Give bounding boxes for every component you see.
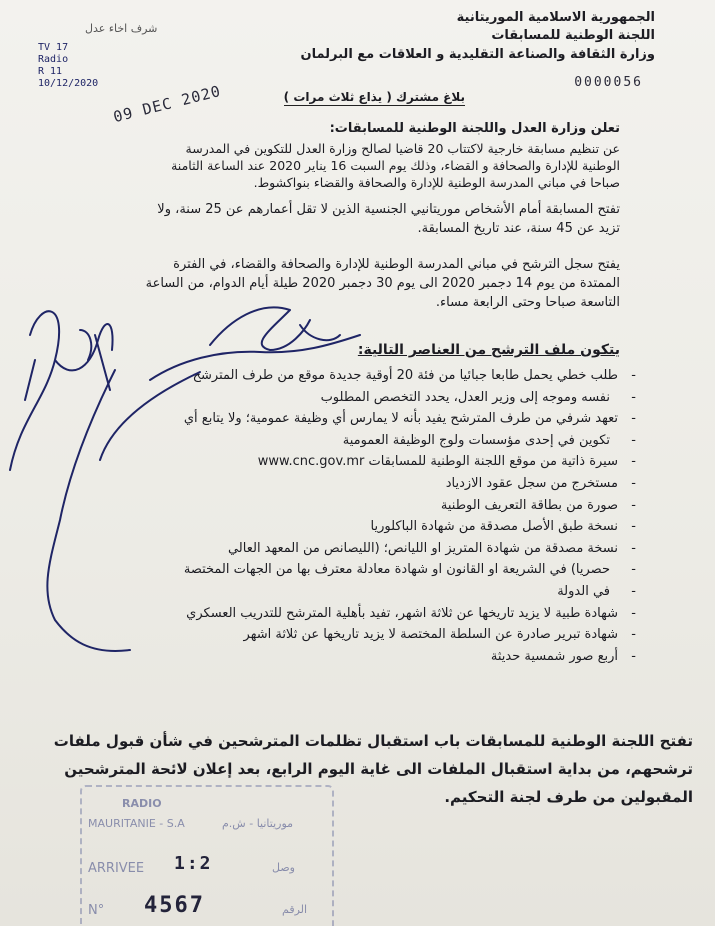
stamp-org-ar: موريتانيا - ش.م <box>222 817 294 830</box>
registration-paragraph: يفتح سجل الترشح في مباني المدرسة الوطنية للإدارة والصحافة والقضاء، في الفترة الممتدة من يوم 14 دجمبر 2020 الى يوم 30 دجمبر 2020 طيلة أيام الدوام، من الساعة التاسعة صباحا وحتى الرابعة مساء. <box>145 257 620 310</box>
list-item: - صورة من بطاقة التعريف الوطنية <box>45 495 640 517</box>
arrival-label-ar: وصل <box>272 861 295 874</box>
closing-paragraph: تفتح اللجنة الوطنية للمسابقات باب استقبال تظلمات المترشحين في شأن قبول ملفات ترشحهم، من بداية استقبال الملفات الى غاية اليوم الرابع، بعد إعلان لائحة المترشحين المقبولين من طرف لجنة التحكيم. <box>53 732 693 806</box>
list-item: - نفسه وموجه إلى وزير العدل، يحدد التخصص المطلوب <box>45 387 640 409</box>
list-item: - سيرة ذاتية من موقع اللجنة الوطنية للمسابقات www.cnc.gov.mr <box>45 451 640 473</box>
republic-heading: الجمهورية الاسلامية الموريتانية <box>456 10 655 25</box>
number-label: N° <box>88 903 105 918</box>
list-item: - في الدولة <box>45 581 640 603</box>
reception-stamp <box>80 785 334 926</box>
list-item: - تكوين في إحدى مؤسسات ولوج الوظيفة العمومية <box>45 430 640 452</box>
intro-heading: تعلن وزارة العدل واللجنة الوطنية للمسابقات: <box>329 121 620 136</box>
communique-title: بلاغ مشترك ( يذاع ثلاث مرات ) <box>283 90 465 104</box>
number-value: 4567 <box>144 893 205 918</box>
stamp-org: RADIO <box>122 797 162 810</box>
list-item: - شهادة طبية لا يزيد تاريخها عن ثلاثة اشهر، تفيد بأهلية المترشح للتدريب العسكري <box>45 603 640 625</box>
list-item: - حصريا) في الشريعة او القانون او شهادة معادلة معترف بها من الجهات المختصة <box>45 559 640 581</box>
list-item: - نسخة مصدقة من شهادة المتريز او الليانص؛ (الليصانص من المعهد العالي <box>45 538 640 560</box>
number-label-ar: الرقم <box>282 903 308 916</box>
signature-stroke <box>25 360 35 400</box>
motto: شرف اخاء عدل <box>85 22 158 35</box>
intro-paragraph: عن تنظيم مسابقة خارجية لاكتتاب 20 قاضيا لصالح وزارة العدل للتكوين في المدرسة الوطنية للإدارة والصحافة و القضاء، وذلك يوم السبت 16 يناير 2020 عند الساعة الثامنة صباحا في مباني المدرسة الوطنية للإدارة والصحافة والقضاء بنواكشوط. <box>171 141 620 190</box>
list-item: - طلب خطي يحمل طابعا جبائيا من فئة 20 أوقية جديدة موقع من طرف المترشح <box>45 365 640 387</box>
stamp-org-fr: MAURITANIE - S.A <box>88 817 185 830</box>
list-item: - تعهد شرفي من طرف المترشح يفيد بأنه لا يمارس أي وظيفة عمومية؛ ولا يتابع أي <box>45 408 640 430</box>
dossier-list <box>45 365 640 667</box>
list-item: - شهادة تبرير صادرة عن السلطة المختصة لا يزيد تاريخها عن ثلاثة اشهر <box>45 624 640 646</box>
arrival-value: 1:2 <box>174 853 213 874</box>
signature-stroke <box>210 307 310 350</box>
list-item: - نسخة طبق الأصل مصدقة من شهادة الباكلوريا <box>45 516 640 538</box>
arrival-label: ARRIVEE <box>88 861 145 876</box>
list-item: - مستخرج من سجل عقود الازدياد <box>45 473 640 495</box>
ministry-heading: وزارة الثقافة والصناعة التقليدية و العلاقات مع البرلمان <box>300 47 655 62</box>
date-stamp: 09 DEC 2020 <box>111 81 223 127</box>
committee-heading: اللجنة الوطنية للمسابقات <box>491 28 655 43</box>
list-item: - أربع صور شمسية حديثة <box>45 646 640 668</box>
dossier-heading: يتكون ملف الترشح من العناصر التالية: <box>357 342 620 358</box>
eligibility-paragraph: تفتح المسابقة أمام الأشخاص موريتانيي الجنسية الذين لا تقل أعمارهم عن 25 سنة، ولا تزيد عن 45 سنة، عند تاريخ المسابقة. <box>157 202 620 236</box>
signature-stroke <box>300 325 340 340</box>
serial-number: 0000056 <box>574 75 643 90</box>
handwritten-routing-note: TV 17 Radio R 11 10/12/2020 <box>38 42 99 89</box>
